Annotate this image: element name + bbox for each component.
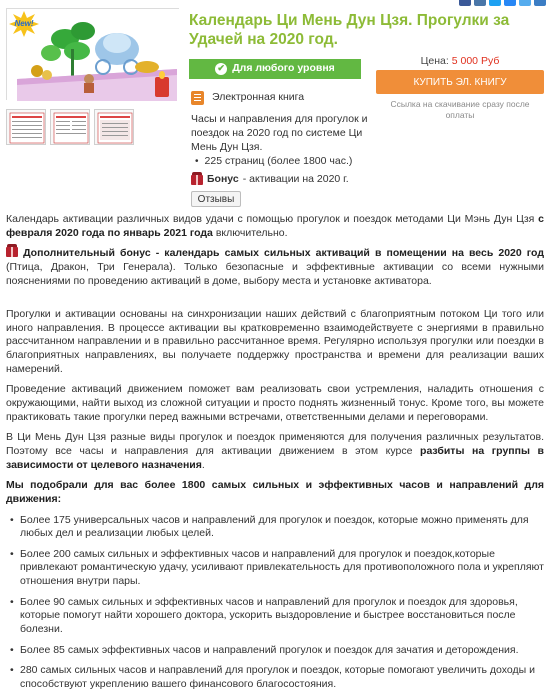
share-icon[interactable] (474, 0, 486, 6)
paragraph: Прогулки и активации основаны на синхронизации наших действий с благоприятным потоком Ци того или иного направления. В процессе активации вы кратковременно взаимодействуете с энергиями в правильно рассчитанном направлении и в правильно рассчитанное время. Регулярно используя прогулки или поездки в благоприятных направлениях, вы получаете поддержку пространства и времени для реализации ваших намерений. (6, 308, 544, 375)
share-icon[interactable] (504, 0, 516, 6)
share-icon[interactable] (489, 0, 501, 6)
page-count (195, 155, 352, 169)
level-badge (189, 59, 361, 79)
format-label: Электронная книга (212, 91, 305, 104)
product-title: Календарь Ци Мень Дун Цзя. Прогулки за Удачей на 2020 год. (189, 12, 510, 48)
thumbnail[interactable] (6, 109, 46, 145)
groups-text: В Ци Мень Дун Цзя разные виды прогулок и поездок применяются для получения различных результатов. Поэтому все часы и направления для активации движением в этом курсе (6, 431, 544, 457)
share-icon[interactable] (519, 0, 531, 6)
social-share-bar (459, 0, 546, 6)
extra-bonus-text: (Птица, Дракон, Три Генерала). Только безопасные и эффективные активации со всеми нужными пояснениями по проведению активаций в доме, выбору места и установке активатора. (6, 260, 544, 287)
short-description: Часы и направления для прогулок и поездок на 2020 год по системе Ци Мень Дун Цзя. (191, 113, 368, 153)
bonus-text: - активации на 2020 г. (242, 173, 349, 185)
list-heading (6, 479, 544, 506)
page-count-label: 225 страниц (более 1800 час.) (204, 155, 353, 167)
share-icon[interactable] (459, 0, 471, 6)
price (376, 55, 544, 69)
price-value: 5 000 Руб (451, 55, 500, 67)
product-image[interactable] (6, 8, 179, 100)
share-icon[interactable] (534, 0, 546, 6)
bonus-paragraph (6, 247, 544, 288)
list-item: • Более 85 самых эффективных часов и направлений прогулок и поездок для зачатия и деторождения. (6, 644, 544, 658)
groups-paragraph (6, 431, 544, 472)
thumbnail[interactable] (50, 109, 90, 145)
list-item: • 280 самых сильных часов и направлений для прогулок и поездок, которые помогают увеличить доходы и способствуют укреплению вашего финансового благосостояния. (6, 664, 544, 691)
thumbnail[interactable] (94, 109, 134, 145)
bonus-line (191, 173, 349, 187)
intro-paragraph (6, 213, 544, 240)
download-note: Ссылка на скачивание сразу после оплаты (390, 99, 530, 121)
new-badge-label: New! (14, 19, 34, 28)
new-badge (9, 11, 39, 37)
list-item: • Более 90 самых сильных и эффективных часов и направлений для прогулок и поездок для здоровья, которые помогут найти хорошего доктора, ускорить выздоровление и быстрее восстановиться после болезни. (6, 596, 544, 637)
calendar-thumbnail-icon (7, 110, 47, 146)
bullet-icon: • (195, 156, 199, 167)
calendar-thumbnail-icon (95, 110, 135, 146)
book-icon (191, 91, 204, 105)
list-item: • Более 175 универсальных часов и направлений для прогулок и поездок, которые можно применять для любых дел и реализации любых целей. (6, 514, 544, 541)
checkmark-icon: ✔ (215, 63, 227, 75)
groups-end: . (201, 458, 205, 471)
benefits-list (6, 514, 544, 692)
intro-text-end: включительно. (212, 226, 288, 239)
intro-text: Календарь активации различных видов удачи с помощью прогулок и поездок методами Ци Мэнь Дун Цзя (6, 213, 539, 225)
intro-dates: с февраля 2020 года по январь 2021 года (6, 213, 544, 239)
calendar-thumbnail-icon (51, 110, 91, 146)
groups-bold: разбиты на группы в зависимости от целевого назначения (6, 444, 545, 471)
bonus-label: Бонус (207, 173, 239, 185)
paragraph: Проведение активаций движением поможет вам реализовать свои устремления, наладить отношения с окружающими, найти выход из сложной ситуации и просто поднять жизненный тонус. Кроме того, вы можете практиковать такие прогулки перед важными встречами, ответственными делами и переговорами. (6, 383, 544, 423)
price-label: Цена: (420, 55, 449, 67)
list-item: • Более 200 самых сильных и эффективных часов и направлений для прогулок и поездок,которые привлекают романтическую удачу, усиливают привлекательность для противоположного пола и укрепляют отношения внутри пары. (6, 548, 544, 589)
reviews-button[interactable]: Отзывы (191, 191, 241, 207)
format-info (191, 91, 304, 105)
description-body (6, 213, 544, 699)
buy-ebook-button[interactable]: КУПИТЬ ЭЛ. КНИГУ (376, 70, 544, 94)
list-heading-text: Мы подобрали для вас более 1800 самых сильных и эффективных часов и направлений для движения: (6, 479, 544, 505)
gift-icon (6, 247, 18, 257)
extra-bonus-title: Дополнительный бонус - календарь самых сильных активаций в помещении на весь 2020 год (23, 247, 544, 260)
thumbnail-strip (6, 109, 134, 145)
gift-icon (191, 175, 203, 185)
level-badge-label: Для любого уровня (232, 62, 335, 75)
